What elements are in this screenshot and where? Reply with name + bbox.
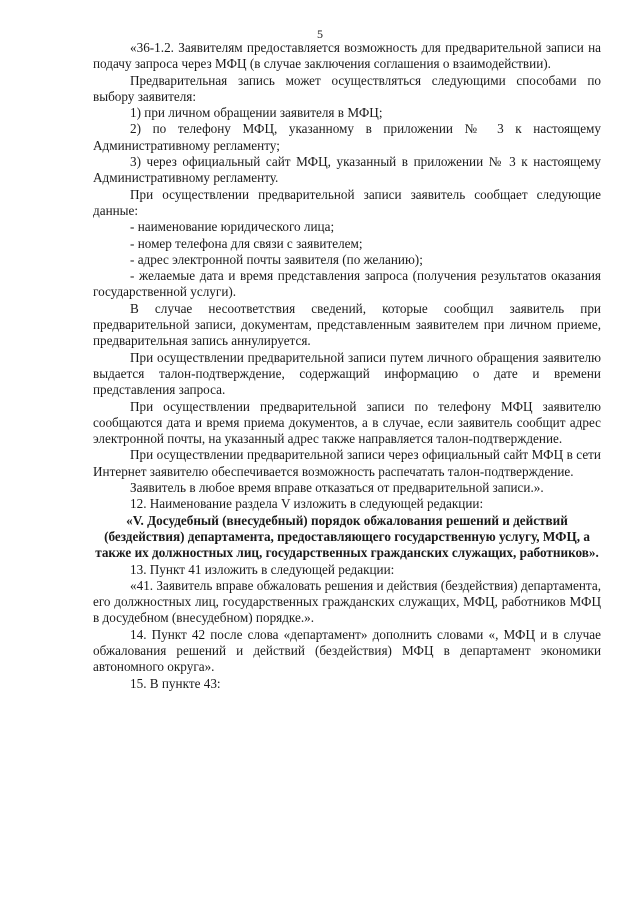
paragraph-cancel: Заявитель в любое время вправе отказаться от предварительной записи.». [130,480,544,496]
document-body [93,40,601,692]
paragraph-website: При осуществлении предварительной записи через официальный сайт МФЦ в сети Интернет заявителю обеспечивается возможность распечатать талон-подтверждение. [93,447,601,479]
list-item-method-3: 3) через официальный сайт МФЦ, указанный в приложении № 3 к настоящему Административному регламенту. [93,154,601,186]
paragraph-phone: При осуществлении предварительной записи по телефону МФЦ заявителю сообщаются дата и время приема документов, а в случае, если заявитель сообщит адрес электронной почты, на указанный адрес также направляется талон-подтверждение. [93,398,601,447]
paragraph-item-14: 14. Пункт 42 после слова «департамент» дополнить словами «, МФЦ и в случае обжалования решений и действий (бездействия) МФЦ в департамент экономики автономного округа». [93,626,601,675]
paragraph-data-intro: При осуществлении предварительной записи заявитель сообщает следующие данные: [93,186,601,218]
paragraph-item-15: 15. В пункте 43: [130,675,221,691]
list-item-method-1: 1) при личном обращении заявителя в МФЦ; [130,105,383,121]
list-item-data-3: - адрес электронной почты заявителя (по желанию); [130,251,423,267]
paragraph-mismatch: В случае несоответствия сведений, которые сообщил заявитель при предварительной записи, документам, представленным заявителем при личном приеме, предварительная запись аннулируется. [93,300,601,349]
page-number: 5 [317,27,323,41]
paragraph-item-13: 13. Пункт 41 изложить в следующей редакции: [130,561,395,577]
paragraph-methods-intro: Предварительная запись может осуществляться следующими способами по выбору заявителя: [93,72,601,104]
paragraph-point-41: «41. Заявитель вправе обжаловать решения и действия (бездействия) департамента, его должностных лиц, государственных гражданских служащих, МФЦ, работников МФЦ в досудебном (внесудебном) порядке.». [93,577,601,626]
list-item-data-4: - желаемые дата и время представления запроса (получения результатов оказания государственной услуги). [93,268,601,300]
list-item-method-2: 2) по телефону МФЦ, указанному в приложении № 3 к настоящему Административному регламенту; [93,121,601,153]
list-item-data-2: - номер телефона для связи с заявителем; [130,235,363,251]
section-heading: «V. Досудебный (внесудебный) порядок обжалования решений и действий (бездействия) департамента, предоставляющего государственную услугу, МФЦ, а также их должностных лиц, государственных гражданских служащих, работников». [95,512,599,561]
paragraph-item-12: 12. Наименование раздела V изложить в следующей редакции: [130,496,484,512]
paragraph-36-1-2: «36-1.2. Заявителям предоставляется возможность для предварительной записи на подачу запроса через МФЦ (в случае заключения соглашения о взаимодействии). [93,40,601,72]
paragraph-personal-visit: При осуществлении предварительной записи путем личного обращения заявителю выдается талон-подтверждение, содержащий информацию о дате и времени представления запроса. [93,349,601,398]
list-item-data-1: - наименование юридического лица; [130,219,335,235]
